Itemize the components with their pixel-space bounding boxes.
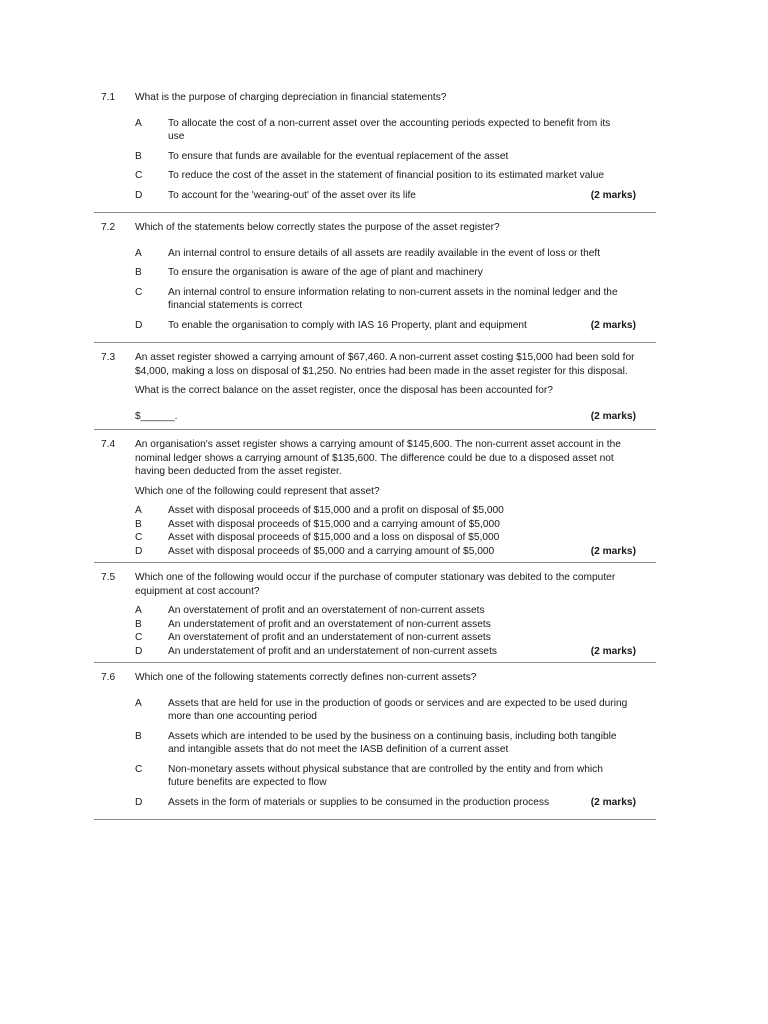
option-letter: D [135, 796, 143, 808]
option-letter: D [135, 545, 143, 557]
option-letter: B [135, 618, 142, 630]
option-c [94, 763, 656, 790]
option-letter: B [135, 518, 142, 530]
option-text: To ensure that funds are available for the eventual replacement of the asset [168, 150, 509, 162]
option-text: An internal control to ensure details of all assets are readily available in the event of loss or theft [168, 247, 601, 259]
option-d [94, 189, 656, 203]
answer-blank[interactable]: $______. [135, 410, 178, 422]
option-text: Asset with disposal proceeds of $15,000 and a loss on disposal of $5,000 [168, 532, 500, 543]
question-prompt: Which one of the following could represent that asset? [135, 485, 380, 497]
option-a [94, 117, 656, 144]
option-a [94, 604, 656, 618]
question-text: An asset register showed a carrying amount of $67,460. A non-current asset costing $15,000 had been sold for $4,000, making a loss on disposal of $1,250. No entries had been made in the asset register for this disposal. [135, 352, 635, 377]
marks-label: (2 marks) [590, 545, 636, 557]
marks-label: (2 marks) [590, 319, 636, 331]
option-c [94, 286, 656, 313]
marks-label: (2 marks) [590, 189, 636, 201]
option-letter: C [135, 286, 143, 298]
question-7-3 [94, 351, 656, 430]
question-text: An organisation's asset register shows a carrying amount of $145,600. The non-current asset account in the nominal ledger shows a carrying amount of $135,600. The difference could be due to a disposed asset not having been deducted from the asset register. [135, 439, 621, 477]
option-a [94, 504, 656, 518]
question-text: Which of the statements below correctly states the purpose of the asset register? [135, 222, 500, 233]
option-text: An internal control to ensure information relating to non-current assets in the nominal ledger and the financial statements is correct [168, 286, 618, 311]
marks-label: (2 marks) [590, 796, 636, 808]
option-b [94, 150, 656, 164]
question-number: 7.4 [101, 439, 116, 450]
option-text: To reduce the cost of the asset in the statement of financial position to its estimated market value [168, 170, 605, 181]
option-text: Asset with disposal proceeds of $15,000 and a profit on disposal of $5,000 [168, 505, 504, 516]
question-7-6 [94, 671, 656, 820]
option-b [94, 518, 656, 532]
marks-label: (2 marks) [590, 645, 636, 657]
question-number: 7.2 [101, 222, 116, 233]
question-number: 7.6 [101, 672, 116, 683]
option-text: An understatement of profit and an understatement of non-current assets [168, 645, 498, 657]
option-letter: A [135, 697, 142, 709]
option-letter: D [135, 319, 143, 331]
option-a [94, 247, 656, 261]
marks-label: (2 marks) [590, 410, 636, 422]
question-text: Which one of the following statements correctly defines non-current assets? [135, 672, 477, 683]
option-letter: D [135, 189, 143, 201]
option-text: An understatement of profit and an overstatement of non-current assets [168, 618, 491, 630]
option-text: An overstatement of profit and an overstatement of non-current assets [168, 605, 485, 616]
option-c [94, 631, 656, 645]
question-text: What is the purpose of charging depreciation in financial statements? [135, 92, 447, 103]
option-text: To account for the 'wearing-out' of the asset over its life [168, 189, 416, 201]
option-c [94, 531, 656, 545]
option-letter: C [135, 532, 143, 543]
option-text: Assets in the form of materials or supplies to be consumed in the production process [168, 796, 550, 808]
option-a [94, 697, 656, 724]
option-text: To enable the organisation to comply with IAS 16 Property, plant and equipment [168, 319, 527, 331]
option-d [94, 545, 656, 559]
option-letter: B [135, 150, 142, 162]
question-number: 7.1 [101, 92, 116, 103]
option-letter: D [135, 645, 143, 657]
question-number: 7.5 [101, 572, 116, 583]
option-text: Asset with disposal proceeds of $5,000 and a carrying amount of $5,000 [168, 545, 495, 557]
question-7-5 [94, 571, 656, 663]
option-text: To ensure the organisation is aware of the age of plant and machinery [168, 267, 483, 278]
option-text: An overstatement of profit and an understatement of non-current assets [168, 632, 491, 643]
option-letter: C [135, 170, 143, 181]
option-letter: A [135, 247, 142, 259]
option-text: Assets which are intended to be used by the business on a continuing basis, including both tangible and intangible assets that do not meet the IASB definition of a current asset [168, 730, 617, 755]
option-letter: C [135, 763, 143, 775]
option-letter: B [135, 267, 142, 278]
option-letter: B [135, 730, 142, 742]
option-text: Assets that are held for use in the production of goods or services and are expected to be used during more than one accounting period [168, 697, 628, 722]
question-text: Which one of the following would occur if the purchase of computer stationary was debited to the computer equipment at cost account? [135, 572, 616, 597]
option-b [94, 730, 656, 757]
option-d [94, 319, 656, 333]
question-page [94, 91, 656, 828]
question-7-1 [94, 91, 656, 213]
question-number: 7.3 [101, 352, 116, 363]
option-letter: A [135, 605, 142, 616]
question-7-4 [94, 438, 656, 563]
option-text: Non-monetary assets without physical substance that are controlled by the entity and from which future benefits are expected to flow [168, 763, 603, 788]
option-d [94, 645, 656, 659]
option-c [94, 169, 656, 183]
option-letter: A [135, 505, 142, 516]
option-b [94, 618, 656, 632]
option-text: To allocate the cost of a non-current asset over the accounting periods expected to benefit from its use [168, 117, 611, 142]
option-letter: C [135, 632, 143, 643]
option-letter: A [135, 117, 142, 129]
question-prompt: What is the correct balance on the asset register, once the disposal has been accounted for? [135, 385, 553, 396]
question-7-2 [94, 221, 656, 343]
option-b [94, 266, 656, 280]
option-text: Asset with disposal proceeds of $15,000 and a carrying amount of $5,000 [168, 518, 500, 530]
option-d [94, 796, 656, 810]
